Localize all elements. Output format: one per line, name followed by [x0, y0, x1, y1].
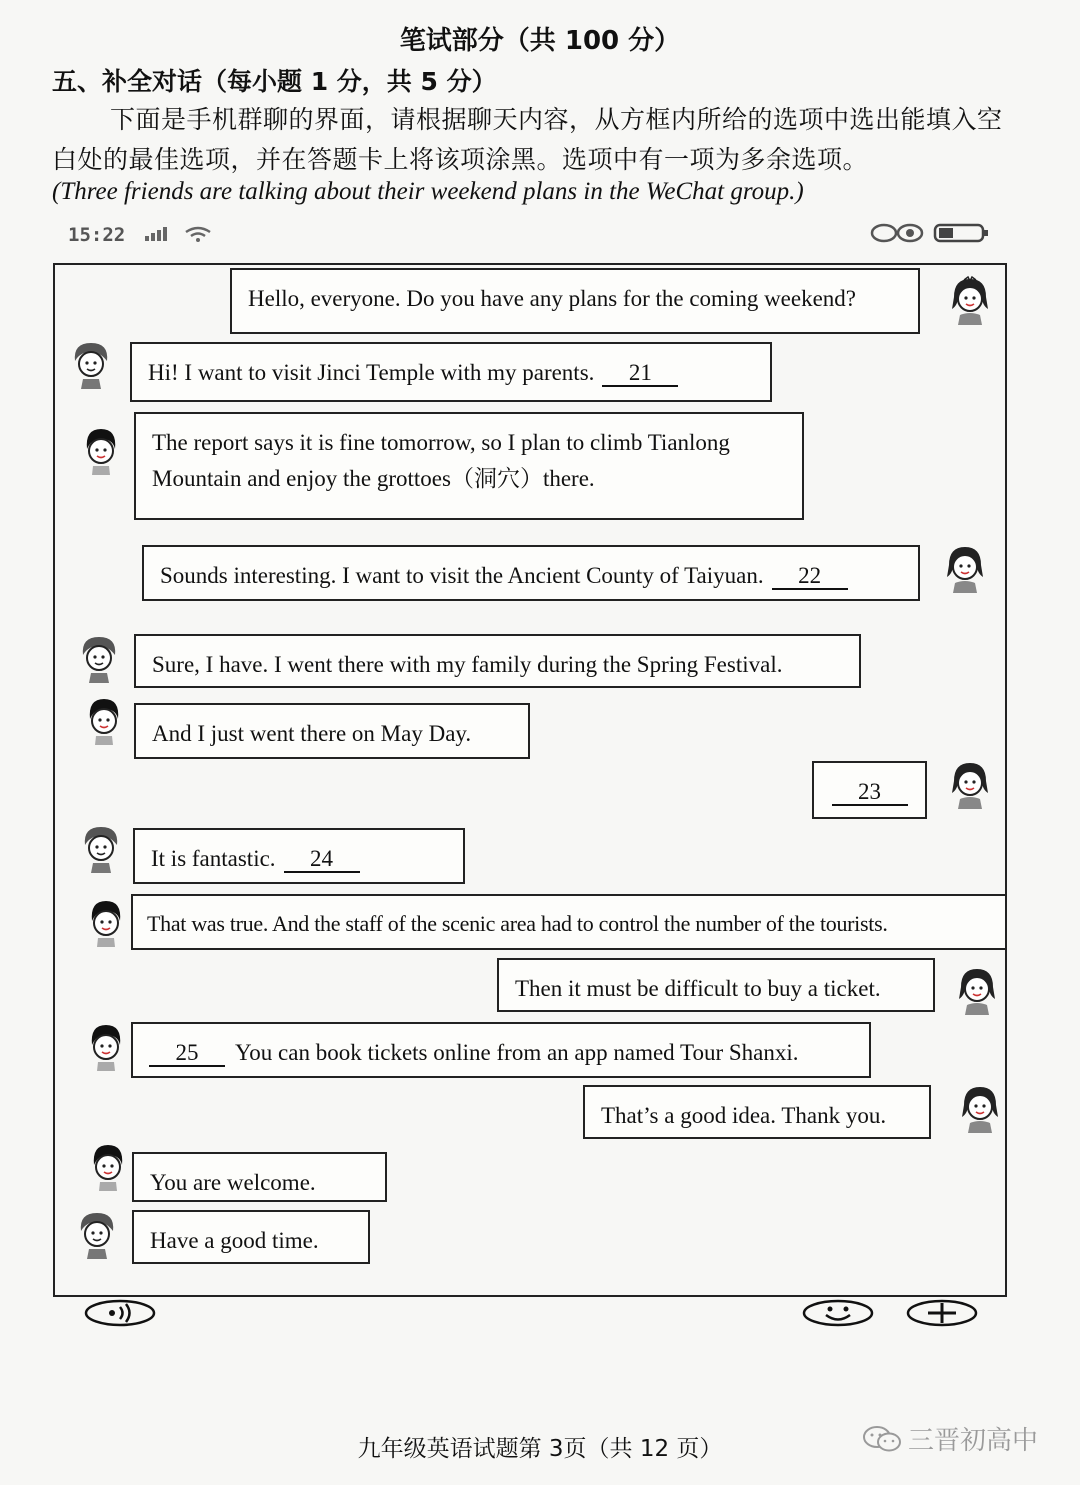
girl-avatar-icon [943, 543, 987, 595]
plus-icon[interactable] [906, 1298, 978, 1328]
boy-avatar-icon [69, 339, 113, 391]
chat-bubble [134, 634, 861, 688]
boy-avatar-icon [82, 695, 126, 747]
chat-text: Hello, everyone. Do you have any plans for the coming weekend? [248, 286, 857, 311]
avatar-girl [958, 1083, 1002, 1139]
chat-bubble [132, 1210, 370, 1264]
boy-avatar-icon [77, 633, 121, 685]
boy-avatar-icon [84, 897, 128, 949]
status-icons-right [870, 222, 991, 248]
chat-text: Sounds interesting. I want to visit the Ancient County of Taiyuan. [160, 563, 764, 588]
alarm-icon [870, 222, 926, 244]
avatar-girl [948, 275, 992, 331]
battery-icon [931, 222, 991, 244]
status-time: 15:22 [68, 224, 126, 246]
chat-bubble [134, 703, 530, 759]
avatar-boy-c [82, 695, 126, 751]
watermark [862, 1420, 1038, 1457]
emoji-icon[interactable] [802, 1298, 874, 1328]
chat-text: Sure, I have. I went there with my family during the Spring Festival. [152, 652, 783, 677]
boy-avatar-icon [75, 1209, 119, 1261]
chat-bubble [131, 1022, 871, 1078]
chat-text: It is fantastic. [151, 846, 276, 871]
avatar-girl [948, 759, 992, 815]
wifi-icon [184, 226, 212, 242]
boy-avatar-icon [79, 823, 123, 875]
chat-text: And I just went there on May Day. [152, 721, 472, 746]
chat-bubble [812, 761, 927, 819]
status-bar [68, 224, 212, 246]
boy-avatar-icon [79, 425, 123, 477]
chat-text-line: The report says it is fine tomorrow, so I plan to climb Tianlong [152, 430, 730, 455]
avatar-boy-b [69, 339, 113, 395]
watermark-text: 三晋初高中 [908, 1426, 1039, 1456]
instruction-english: (Three friends are talking about their weekend plans in the WeChat group.) [52, 178, 804, 205]
answer-blank: 22 [772, 564, 848, 590]
avatar-boy-c [84, 897, 128, 953]
chat-bubble [133, 828, 465, 884]
avatar-boy-b [79, 823, 123, 879]
avatar-boy-c [79, 425, 123, 481]
wechat-icon [862, 1424, 902, 1454]
avatar-boy-b [75, 1209, 119, 1265]
page-footer: 九年级英语试题第 3页（共 12 页） [357, 1436, 723, 1462]
chat-bubble [131, 894, 1007, 950]
girl-avatar-icon [955, 965, 999, 1017]
emoji-button[interactable] [802, 1298, 874, 1332]
chat-bubble [583, 1085, 931, 1139]
avatar-boy-c [84, 1021, 128, 1077]
avatar-boy-b [77, 633, 121, 689]
phone-chat-window [53, 263, 1007, 1297]
chat-bubble [132, 1152, 387, 1202]
chat-text: Hi! I want to visit Jinci Temple with my parents. [148, 360, 595, 385]
avatar-girl [943, 543, 987, 599]
section-title: 笔试部分（共 100 分） [399, 26, 681, 56]
plus-button[interactable] [906, 1298, 978, 1332]
answer-blank: 24 [284, 847, 360, 873]
voice-icon[interactable] [84, 1298, 156, 1328]
avatar-boy-c [86, 1141, 130, 1197]
chat-text: You can book tickets online from an app named Tour Shanxi. [235, 1040, 799, 1065]
chat-bubble [142, 545, 920, 601]
answer-blank: 21 [602, 361, 678, 387]
girl-avatar-icon [948, 275, 992, 327]
chat-bubble [230, 268, 920, 334]
chat-text: That was true. And the staff of the scenic area had to control the number of the tourists. [147, 911, 888, 936]
question-heading: 五、补全对话（每小题 1 分，共 5 分） [52, 67, 497, 96]
boy-avatar-icon [84, 1021, 128, 1073]
chat-bubble [134, 412, 804, 520]
answer-blank: 23 [832, 780, 908, 806]
chat-text-line: Mountain and enjoy the grottoes（洞穴）there. [152, 466, 595, 491]
avatar-girl [955, 965, 999, 1021]
chat-text: Have a good time. [150, 1228, 319, 1253]
instruction-text: 下面是手机群聊的界面，请根据聊天内容，从方框内所给的选项中选出能填入空白处的最佳选项，并在答题卡上将该项涂黑。选项中有一项为多余选项。 [52, 105, 1003, 174]
chat-text: You are welcome. [150, 1170, 316, 1195]
girl-avatar-icon [948, 759, 992, 811]
answer-blank: 25 [149, 1041, 225, 1067]
girl-avatar-icon [958, 1083, 1002, 1135]
voice-button[interactable] [84, 1298, 156, 1332]
chat-text: Then it must be difficult to buy a ticket. [515, 976, 881, 1001]
chat-bubble [497, 958, 935, 1012]
boy-avatar-icon [86, 1141, 130, 1193]
chat-text: That’s a good idea. Thank you. [601, 1103, 887, 1128]
chat-bubble [130, 342, 772, 402]
signal-icon [143, 226, 173, 242]
